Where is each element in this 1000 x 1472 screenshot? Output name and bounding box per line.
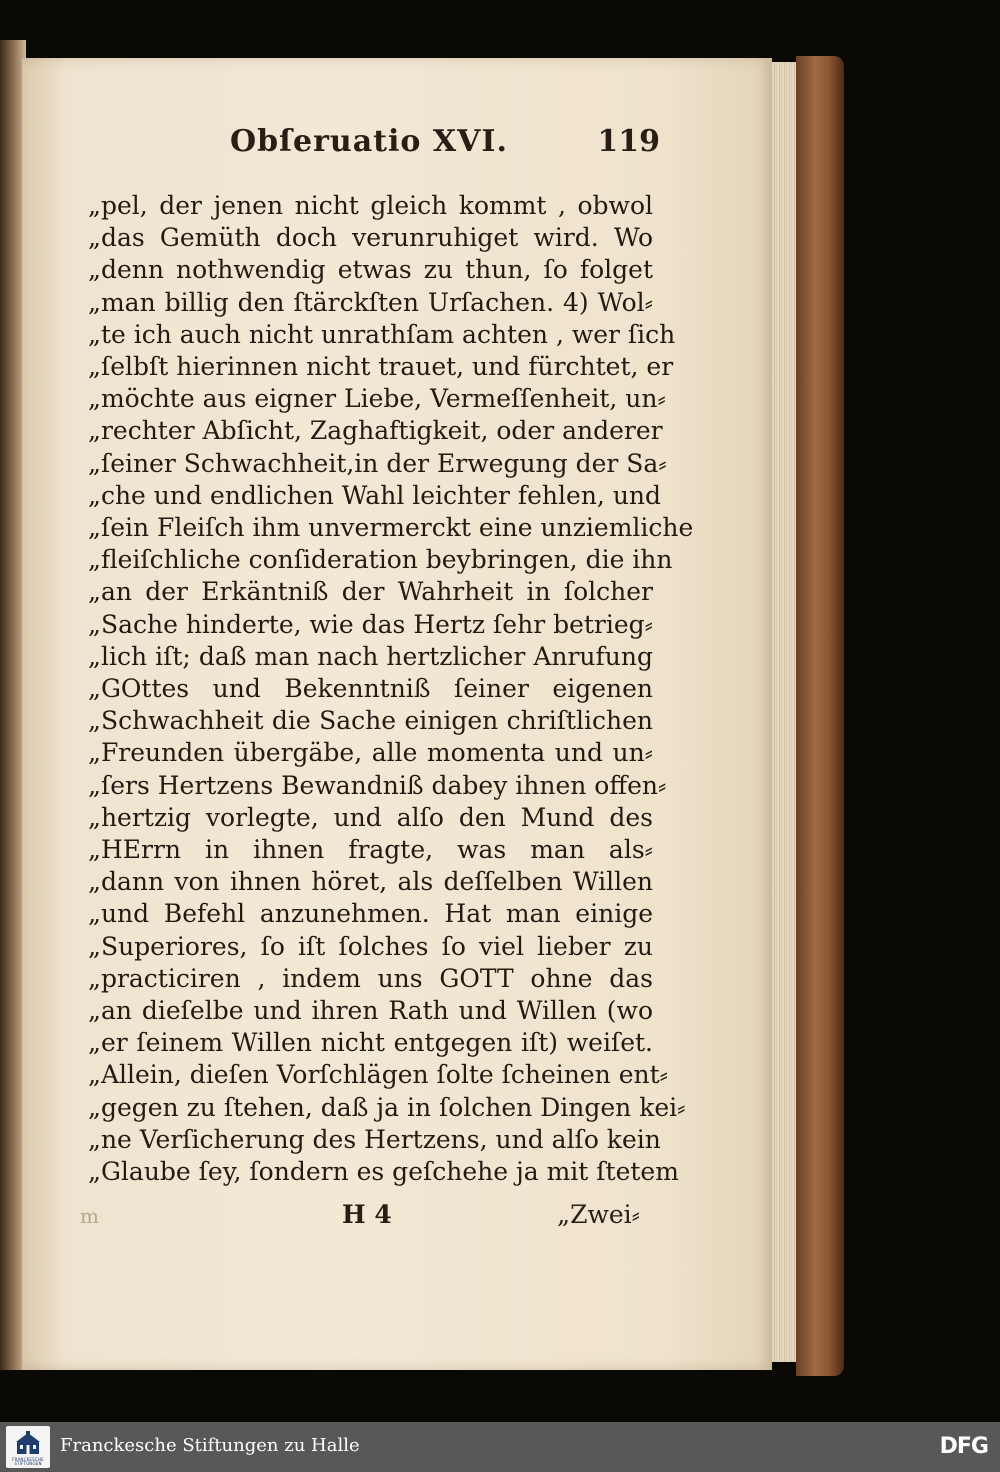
book-binding-edge bbox=[796, 56, 844, 1376]
text-line: „ſein Fleiſch ihm unvermerckt eine unziemliche bbox=[88, 513, 694, 543]
running-head: Obſeruatio XVI. bbox=[230, 124, 508, 159]
signature-mark: H 4 bbox=[342, 1200, 392, 1229]
text-line: „ne Verſicherung des Hertzens, und alſo kein bbox=[88, 1124, 661, 1154]
text-line: „te ich auch nicht unrathſam achten , wer ſich bbox=[88, 319, 676, 349]
text-line: „Schwachheit die Sache einigen chriſtlichen bbox=[88, 706, 653, 736]
page-number: 119 bbox=[597, 124, 660, 159]
page-header bbox=[230, 124, 660, 164]
catchword: „Zwei⸗ bbox=[557, 1200, 640, 1229]
viewer-banner bbox=[0, 1422, 1000, 1472]
text-line: „ſeiner Schwachheit,in der Erwegung der Sa⸗ bbox=[88, 448, 667, 478]
text-line: „er ſeinem Willen nicht entgegen iſt) weiſet. bbox=[88, 1028, 653, 1058]
text-line: „practiciren , indem uns GOTT ohne das bbox=[88, 963, 653, 993]
dfg-logo[interactable]: DFG bbox=[939, 1434, 988, 1459]
institution-name: Franckesche Stiftungen zu Halle bbox=[60, 1435, 360, 1456]
text-line: „Freunden übergäbe, alle momenta und un⸗ bbox=[88, 738, 653, 768]
building-icon bbox=[14, 1430, 42, 1458]
text-line: „ſers Hertzens Bewandniß dabey ihnen offen⸗ bbox=[88, 770, 667, 800]
text-line: „fleiſchliche conſideration beybringen, die ihn bbox=[88, 545, 673, 575]
text-line: „gegen zu ſtehen, daß ja in ſolchen Dingen kei⸗ bbox=[88, 1092, 686, 1122]
body-text bbox=[88, 190, 694, 1188]
text-line: „und Befehl anzunehmen. Hat man einige bbox=[88, 899, 653, 929]
text-line: „denn nothwendig etwas zu thun, ſo folget bbox=[88, 255, 653, 285]
text-line: „an dieſelbe und ihren Rath und Willen (wo bbox=[88, 996, 653, 1026]
logo-caption: FRANCKESCHE STIFTUNGEN bbox=[12, 1457, 44, 1466]
text-line: „man billig den ſtärckſten Urſachen. 4) Wol⸗ bbox=[88, 287, 653, 317]
franckesche-stiftungen-logo[interactable] bbox=[6, 1426, 50, 1468]
text-line: „rechter Abſicht, Zaghaftigkeit, oder anderer bbox=[88, 416, 663, 446]
text-line: „Allein, dieſen Vorſchlägen ſolte ſcheinen ent⸗ bbox=[88, 1060, 668, 1090]
text-line: „HErrn in ihnen fragte, was man als⸗ bbox=[88, 835, 653, 865]
text-line: „möchte aus eigner Liebe, Vermeſſenheit, un⸗ bbox=[88, 384, 666, 414]
text-line: „hertzig vorlegte, und alſo den Mund des bbox=[88, 802, 653, 832]
page-footer bbox=[80, 1200, 640, 1240]
text-line: „che und endlichen Wahl leichter fehlen, und bbox=[88, 480, 662, 510]
ink-smudge: m bbox=[80, 1204, 99, 1228]
text-line: „lich iſt; daß man nach hertzlicher Anrufung bbox=[88, 641, 653, 671]
text-line: „Glaube ſey, ſondern es geſchehe ja mit ſtetem bbox=[88, 1157, 679, 1187]
text-line: „das Gemüth doch verunruhiget wird. Wo bbox=[88, 223, 653, 253]
text-line: „ſelbſt hierinnen nicht trauet, und fürchtet, er bbox=[88, 352, 674, 382]
text-line: „dann von ihnen höret, als deſſelben Willen bbox=[88, 867, 653, 897]
text-line: „Sache hinderte, wie das Hertz ſehr betrieg⸗ bbox=[88, 609, 654, 639]
text-line: „Superiores, ſo iſt ſolches ſo viel lieber zu bbox=[88, 931, 653, 961]
text-line: „GOttes und Bekenntniß ſeiner eigenen bbox=[88, 674, 653, 704]
text-line: „an der Erkäntniß der Wahrheit in ſolcher bbox=[88, 577, 653, 607]
text-line: „pel, der jenen nicht gleich kommt , obwol bbox=[88, 191, 653, 220]
